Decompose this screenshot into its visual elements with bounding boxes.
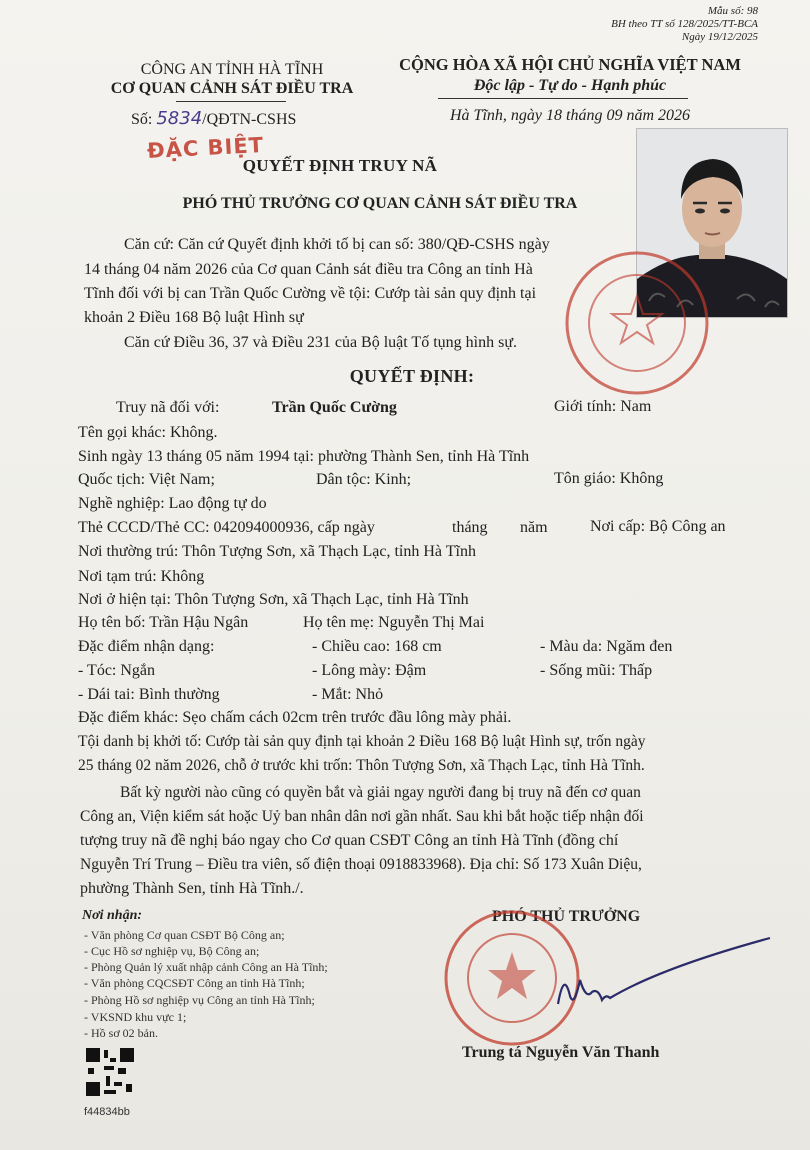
permanent-residence: Nơi thường trú: Thôn Tượng Sơn, xã Thạch Lạc, tỉnh Hà Tĩnh (78, 543, 476, 560)
official-seal-signature (440, 908, 780, 1048)
alias: Tên gọi khác: Không. (78, 424, 218, 441)
suspect-name: Trần Quốc Cường (272, 399, 397, 416)
main-title: QUYẾT ĐỊNH TRUY NÃ (242, 156, 438, 175)
qr-code-id: f44834bb (84, 1106, 130, 1118)
signature-stroke (558, 938, 770, 1004)
recipient-item: - Phòng Hồ sơ nghiệp vụ Công an tỉnh Hà Tĩnh; (84, 993, 315, 1007)
signature-title: PHÓ THỦ TRƯỞNG (492, 908, 641, 925)
instruction-line2: Công an, Viện kiểm sát hoặc Uỷ ban nhân dân nơi gần nhất. Sau khi bắt hoặc tiếp nhận đối (80, 808, 644, 825)
father-name: Họ tên bố: Trần Hậu Ngân (78, 614, 249, 631)
birth-info: Sinh ngày 13 tháng 05 năm 1994 tại: phường Thành Sen, tỉnh Hà Tĩnh (78, 448, 530, 465)
current-residence: Nơi ở hiện tại: Thôn Tượng Sơn, xã Thạch Lạc, tỉnh Hà Tĩnh (78, 591, 469, 608)
ethnicity: Dân tộc: Kinh; (316, 471, 412, 488)
feature-nose: - Sống mũi: Thấp (540, 662, 653, 679)
form-basis: BH theo TT số 128/2025/TT-BCA (611, 18, 758, 30)
instruction-line3: tượng truy nã đề nghị báo ngay cho Cơ quan CSĐT Công an tỉnh Hà Tĩnh (đồng chí (80, 832, 619, 849)
number-prefix: Số: (131, 111, 153, 128)
basis-p1-line2: 14 tháng 04 năm 2026 của Cơ quan Cảnh sát điều tra Công an tỉnh Hà (84, 261, 533, 278)
feature-height: - Chiều cao: 168 cm (312, 638, 442, 655)
agency-line1: CÔNG AN TỈNH HÀ TĨNH (140, 61, 324, 78)
place-date: Hà Tĩnh, ngày 18 tháng 09 năm 2026 (450, 107, 690, 124)
feature-hair: - Tóc: Ngắn (78, 662, 156, 679)
occupation: Nghề nghiệp: Lao động tự do (78, 495, 267, 512)
decision-title: QUYẾT ĐỊNH: (349, 366, 475, 386)
recipient-item: - Phòng Quản lý xuất nhập cảnh Công an Hà Tĩnh; (84, 960, 328, 974)
gender: Giới tính: Nam (554, 398, 652, 415)
features-label: Đặc điểm nhận dạng: (78, 638, 215, 655)
mother-name: Họ tên mẹ: Nguyễn Thị Mai (303, 614, 485, 631)
decision-number (131, 108, 296, 131)
nation-line2: Độc lập - Tự do - Hạnh phúc (473, 77, 667, 94)
special-stamp: ĐẶC BIỆT (146, 132, 265, 164)
basis-p2: Căn cứ Điều 36, 37 và Điều 231 của Bộ luật Tố tụng hình sự. (124, 334, 517, 351)
number-suffix: /QĐTN-CSHS (202, 111, 297, 128)
issuer-title: PHÓ THỦ TRƯỞNG CƠ QUAN CẢNH SÁT ĐIỀU TRA (182, 195, 578, 212)
instruction-line4: Nguyễn Trí Trung – Điều tra viên, số điện thoại 0918833968). Địa chỉ: Số 173 Xuân Diệu, (80, 856, 642, 873)
agency-underline (176, 101, 286, 102)
form-date: Ngày 19/12/2025 (681, 31, 758, 43)
crime-line2: 25 tháng 02 năm 2026, chỗ ở trước khi trốn: Thôn Tượng Sơn, xã Thạch Lạc, tỉnh Hà Tĩnh. (78, 757, 645, 774)
id-year: năm (520, 519, 548, 536)
agency-line2: CƠ QUAN CẢNH SÁT ĐIỀU TRA (110, 80, 354, 97)
form-code: Mẫu số: 98 (707, 5, 758, 17)
recipient-item: - Văn phòng CQCSĐT Công an tỉnh Hà Tĩnh; (84, 976, 305, 990)
instruction-line5: phường Thành Sen, tỉnh Hà Tĩnh./. (80, 880, 304, 897)
feature-eyes: - Mắt: Nhỏ (312, 686, 384, 703)
basis-p1-line3: Tĩnh đối với bị can Trần Quốc Cường về tội: Cướp tài sản quy định tại (84, 285, 537, 302)
nation-line1: CỘNG HÒA XÃ HỘI CHỦ NGHĨA VIỆT NAM (399, 55, 741, 74)
nation-underline (438, 98, 688, 99)
nationality: Quốc tịch: Việt Nam; (78, 471, 215, 488)
recipient-item: - Văn phòng Cơ quan CSĐT Bộ Công an; (84, 928, 285, 942)
feature-skin: - Màu da: Ngăm đen (540, 638, 673, 655)
other-features: Đặc điểm khác: Sẹo chấm cách 02cm trên trước đầu lông mày phải. (78, 709, 512, 726)
basis-p1-line4: khoản 2 Điều 168 Bộ luật Hình sự (84, 309, 304, 326)
instruction-line1: Bất kỳ người nào cũng có quyền bắt và giải ngay người đang bị truy nã đến cơ quan (120, 784, 641, 801)
id-issuer: Nơi cấp: Bộ Công an (590, 518, 726, 535)
qr-code-image (86, 1048, 134, 1096)
signer-name: Trung tá Nguyễn Văn Thanh (462, 1044, 660, 1061)
recipient-item: - Cục Hồ sơ nghiệp vụ, Bộ Công an; (84, 944, 260, 958)
number-handwritten: 5834 (156, 108, 203, 129)
feature-eyebrows: - Lông mày: Đậm (312, 662, 427, 679)
recipient-item: - VKSND khu vực 1; (84, 1010, 187, 1024)
id-card: Thẻ CCCD/Thẻ CC: 042094000936, cấp ngày (78, 519, 375, 536)
temporary-residence: Nơi tạm trú: Không (78, 568, 205, 585)
crime-line1: Tội danh bị khởi tố: Cướp tài sản quy định tại khoản 2 Điều 168 Bộ luật Hình sự, trốn ngày (78, 733, 646, 750)
wanted-label: Truy nã đối với: (116, 399, 220, 416)
religion: Tôn giáo: Không (554, 470, 664, 487)
feature-ears: - Dái tai: Bình thường (78, 686, 220, 703)
id-month: tháng (452, 519, 488, 536)
recipients-title: Nơi nhận: (82, 908, 143, 923)
basis-p1-line1: Căn cứ: Căn cứ Quyết định khởi tố bị can số: 380/QĐ-CSHS ngày (124, 236, 550, 253)
recipient-item: - Hồ sơ 02 bản. (84, 1026, 159, 1040)
